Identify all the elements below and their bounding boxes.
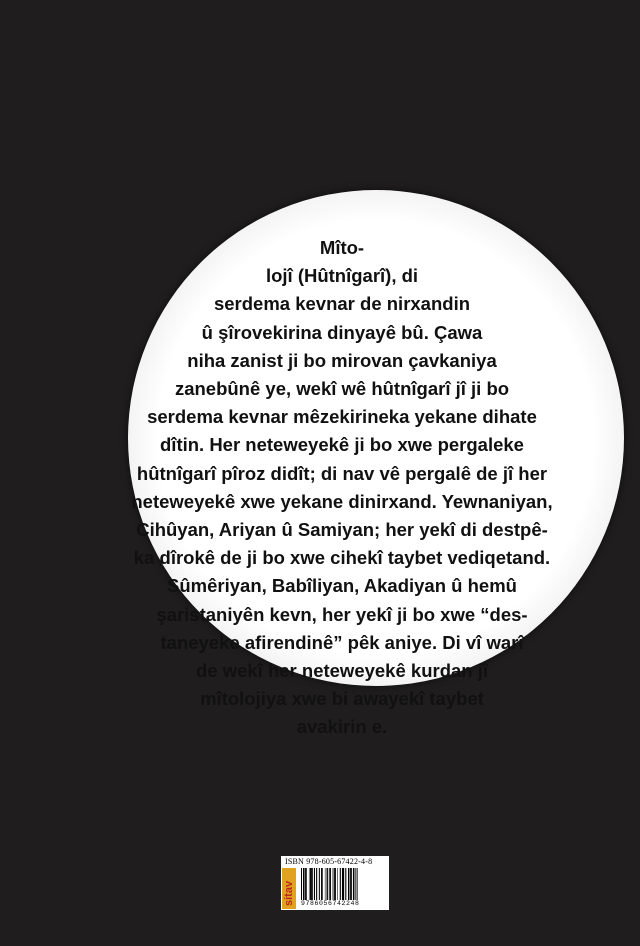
barcode-bar xyxy=(328,868,329,900)
publisher-logo xyxy=(282,868,296,909)
barcode-bar xyxy=(310,868,311,900)
publisher-logo-text: sitav xyxy=(283,880,295,906)
barcode-bar xyxy=(304,868,305,900)
barcode-bar xyxy=(319,868,320,900)
barcode-bar xyxy=(350,868,351,900)
blurb-line: ka dîrokê de ji bo xwe cihekî taybet vediqetand. xyxy=(133,547,551,569)
blurb-line: Cihûyan, Ariyan û Samiyan; her yekî di destpê- xyxy=(136,519,548,541)
blurb-line: zanebûnê ye, wekî wê hûtnîgarî jî ji bo xyxy=(174,378,510,400)
barcode-bar xyxy=(348,868,349,900)
barcode-bar xyxy=(316,868,317,900)
barcode-bar xyxy=(314,868,315,900)
barcode-bar xyxy=(319,868,320,900)
blurb-line: dîtin. Her neteweyekê ji bo xwe pergaleke xyxy=(160,434,524,456)
barcode-bar xyxy=(357,868,358,900)
barcode-bar xyxy=(325,868,326,900)
barcode-number: 9786056742248 xyxy=(301,900,360,907)
blurb-line: hûtnîgarî pîroz didît; di nav vê pergalê de jî her xyxy=(136,462,548,484)
blurb-line: şaristaniyên kevn, her yekî ji bo xwe “des- xyxy=(156,603,528,625)
barcode-bar xyxy=(321,868,323,900)
barcode-bar xyxy=(340,868,341,900)
blurb-line: neteweyekê xwe yekane dinirxand. Yewnaniyan, xyxy=(131,490,553,512)
barcode-bar xyxy=(350,868,352,900)
barcode-bar xyxy=(311,868,313,900)
blurb-line: û şîrovekirina dinyayê bû. Çawa xyxy=(201,321,483,343)
isbn-label: ISBN 978-605-67422-4-8 xyxy=(285,857,373,866)
barcode-bar xyxy=(329,868,331,900)
barcode-bar xyxy=(343,868,345,900)
blurb-line: de wekî her neteweyekê kurdan jî xyxy=(195,660,489,682)
blurb-line: Mîto- xyxy=(319,237,365,258)
barcode-bar xyxy=(334,868,335,900)
barcode-bars xyxy=(301,868,385,900)
blurb-line: lojî (Hûtnîgarî), di xyxy=(265,265,419,287)
blurb-line: niha zanist ji bo mirovan çavkaniya xyxy=(187,349,497,371)
blurb-line: mîtolojiya xwe bi awayekî taybet xyxy=(200,688,484,710)
barcode-bar xyxy=(309,868,310,900)
barcode-bar xyxy=(301,868,302,900)
barcode-bar xyxy=(303,868,304,900)
barcode-bar xyxy=(335,868,336,900)
barcode-bar xyxy=(305,868,307,900)
barcode-bar xyxy=(353,868,354,900)
blurb-line: serdema kevnar de nirxandin xyxy=(213,293,471,315)
blurb-line: serdema kevnar mêzekirineka yekane dihate xyxy=(147,406,537,428)
blurb-text xyxy=(102,234,582,742)
barcode-bar xyxy=(342,868,343,900)
barcode-bar xyxy=(355,868,356,900)
isbn-barcode xyxy=(281,856,389,910)
barcode-bar xyxy=(333,868,334,900)
barcode-bar xyxy=(327,868,328,900)
blurb-line: avakirin e. xyxy=(296,716,388,738)
blurb-line: taneyeke afirendinê” pêk aniye. Di vî warî xyxy=(160,631,524,653)
blurb-line: Sûmêriyan, Babîliyan, Akadiyan û hemû xyxy=(167,575,517,597)
barcode-bar xyxy=(345,868,346,900)
barcode-bar xyxy=(337,868,338,900)
